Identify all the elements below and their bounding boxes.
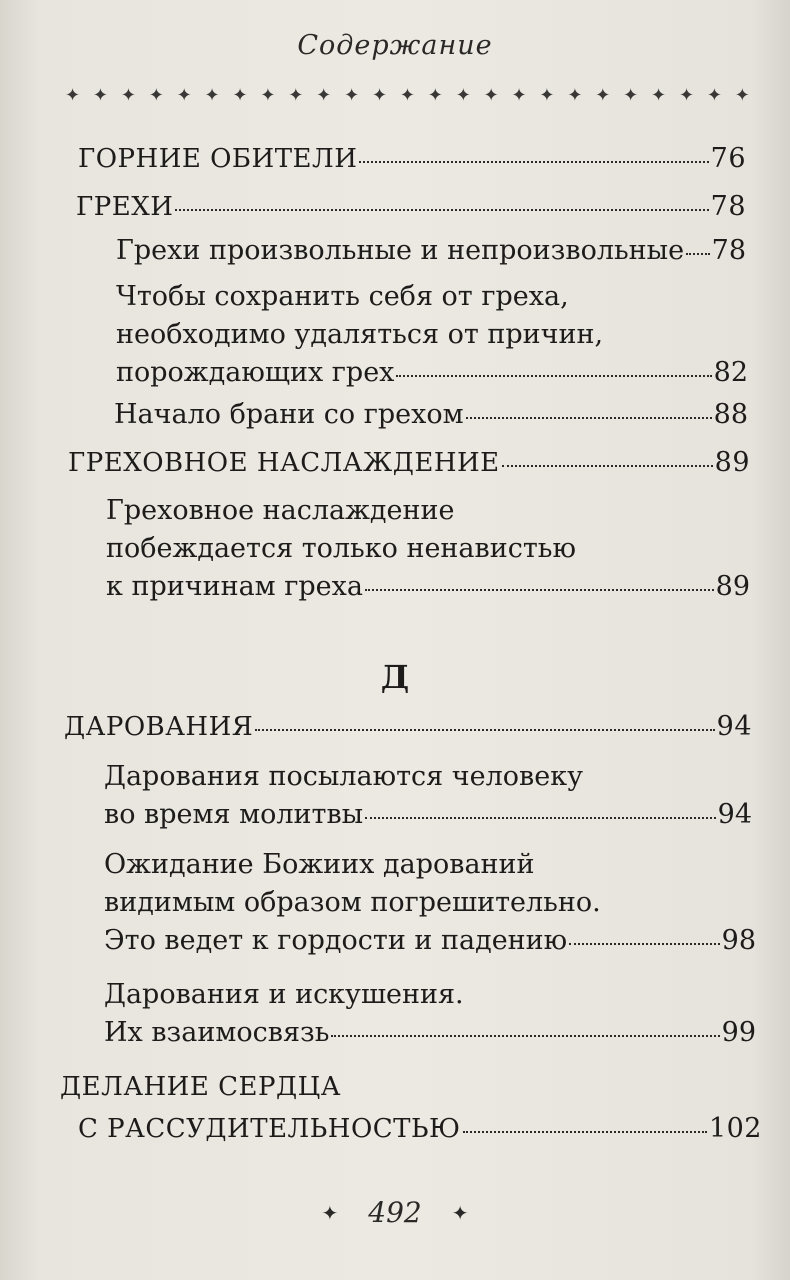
entry-title: Их взаимосвязь	[104, 1017, 330, 1048]
section-letter: Д	[380, 658, 410, 696]
ornament-icon: ✦	[371, 85, 388, 106]
leader-dots	[331, 1035, 719, 1037]
entry-page: 98	[721, 925, 756, 956]
entry-page: 94	[717, 799, 752, 830]
toc-entry[interactable]	[104, 846, 756, 960]
leader-dots	[175, 209, 708, 211]
ornament-icon: ✦	[483, 85, 499, 106]
entry-page: 88	[713, 399, 748, 430]
entry-title: ГОРНИЕ ОБИТЕЛИ	[78, 144, 358, 174]
ornament-icon: ✦	[706, 85, 722, 106]
ornament-icon: ✦	[651, 85, 667, 106]
toc-entry[interactable]	[64, 708, 752, 746]
ornament-icon: ✦	[232, 85, 248, 106]
ornament-divider	[65, 86, 750, 106]
page-footer	[0, 1196, 790, 1229]
ornament-icon: ✦	[288, 85, 304, 106]
entry-title: ГРЕХИ	[76, 192, 174, 222]
leader-dots	[396, 375, 711, 377]
leader-dots	[365, 817, 715, 819]
entry-page: 102	[708, 1113, 762, 1144]
toc-entry[interactable]	[68, 444, 750, 482]
toc-entry[interactable]	[106, 492, 750, 606]
ornament-icon: ✦	[511, 85, 527, 106]
toc-entry[interactable]	[114, 396, 748, 434]
ornament-icon: ✦	[65, 85, 81, 106]
entry-page: 99	[721, 1017, 756, 1048]
ornament-icon: ✦	[539, 85, 555, 106]
entry-page: 78	[710, 191, 746, 222]
entry-page: 89	[714, 447, 750, 478]
entry-title: ГРЕХОВНОЕ НАСЛАЖДЕНИЕ	[68, 448, 500, 478]
running-head: Содержание	[297, 30, 493, 61]
ornament-icon: ✦	[148, 85, 164, 106]
leader-dots	[569, 943, 719, 945]
entry-line: Чтобы сохранить себя от греха,	[116, 281, 569, 312]
ornament-icon: ✦	[399, 85, 415, 106]
toc-entry[interactable]	[116, 278, 748, 392]
toc-entry[interactable]	[60, 1066, 762, 1150]
leader-dots	[463, 1131, 707, 1133]
ornament-icon: ✦	[176, 85, 192, 106]
page-number: 492	[368, 1196, 422, 1229]
entry-title: С РАССУДИТЕЛЬНОСТЬЮ	[78, 1114, 461, 1144]
entry-line: Дарования посылаются человеку	[104, 761, 583, 792]
ornament-icon: ✦	[92, 85, 108, 106]
entry-page: 94	[716, 711, 752, 742]
entry-line: необходимо удаляться от причин,	[116, 319, 604, 350]
entry-line: Дарования и искушения.	[104, 979, 464, 1010]
ornament-icon: ✦	[427, 85, 443, 106]
ornament-icon: ✦	[120, 85, 136, 106]
entry-page: 78	[711, 235, 746, 266]
ornament-icon: ✦	[734, 85, 750, 106]
entry-line: видимым образом погрешительно.	[104, 887, 601, 918]
leader-dots	[359, 161, 708, 163]
ornament-icon: ✦	[344, 85, 360, 106]
entry-title: Это ведет к гордости и падению	[104, 925, 568, 956]
leader-dots	[466, 417, 712, 419]
ornament-icon: ✦	[321, 1200, 339, 1225]
ornament-icon: ✦	[595, 85, 611, 106]
entry-line: ДЕЛАНИЕ СЕРДЦА	[60, 1072, 341, 1102]
entry-page: 82	[713, 357, 748, 388]
ornament-icon: ✦	[204, 85, 220, 106]
ornament-icon: ✦	[260, 85, 276, 106]
leader-dots	[255, 729, 714, 731]
ornament-icon: ✦	[678, 85, 695, 106]
ornament-icon: ✦	[567, 85, 583, 106]
leader-dots	[686, 253, 710, 255]
entry-title: к причинам греха	[106, 571, 363, 602]
entry-line: побеждается только ненавистью	[106, 533, 576, 564]
entry-title: во время молитвы	[104, 799, 364, 830]
leader-dots	[502, 465, 713, 467]
leader-dots	[365, 589, 714, 591]
entry-title: Грехи произвольные и непроизвольные	[116, 235, 685, 266]
toc-entry[interactable]	[76, 188, 746, 226]
entry-title: ДАРОВАНИЯ	[64, 712, 254, 742]
entry-title: Начало брани со грехом	[114, 399, 464, 430]
entry-line: Ожидание Божиих дарований	[104, 849, 535, 880]
ornament-icon: ✦	[455, 85, 471, 106]
entry-page: 89	[715, 571, 750, 602]
ornament-icon: ✦	[451, 1200, 469, 1225]
entry-title: порождающих грех	[116, 357, 395, 388]
toc-entry[interactable]	[104, 976, 756, 1052]
ornament-icon: ✦	[623, 85, 639, 106]
toc-entry[interactable]	[78, 140, 746, 178]
toc-entry[interactable]	[116, 232, 746, 270]
entry-line: Греховное наслаждение	[106, 495, 455, 526]
entry-page: 76	[710, 143, 746, 174]
ornament-icon: ✦	[316, 85, 332, 106]
toc-entry[interactable]	[104, 758, 752, 834]
